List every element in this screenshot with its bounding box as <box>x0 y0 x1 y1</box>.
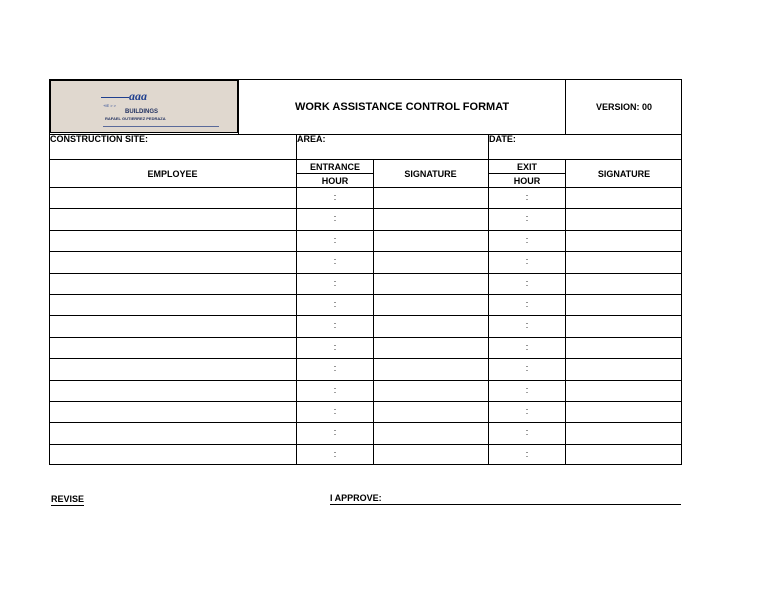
entrance-hour-cell[interactable]: : <box>333 363 337 373</box>
table-row[interactable] <box>49 230 682 251</box>
exit-hour-header: HOUR <box>513 175 541 186</box>
company-logo <box>50 80 238 133</box>
table-row[interactable] <box>49 444 682 465</box>
entrance-header: ENTRANCE <box>309 161 360 172</box>
table-row[interactable] <box>49 337 682 358</box>
entrance-hour-cell[interactable]: : <box>333 385 337 395</box>
table-row[interactable] <box>49 273 682 294</box>
info-divider <box>296 134 297 160</box>
hour-sub-line <box>296 173 373 174</box>
table-row[interactable] <box>49 358 682 379</box>
version-label: VERSION: 00 <box>595 101 653 112</box>
form-title: WORK ASSISTANCE CONTROL FORMAT <box>294 100 510 113</box>
table-row[interactable] <box>49 380 682 401</box>
info-divider <box>488 134 489 160</box>
entrance-hour-cell[interactable]: : <box>333 449 337 459</box>
entrance-hour-cell[interactable]: : <box>333 213 337 223</box>
table-row[interactable] <box>49 187 682 208</box>
entrance-hour-cell[interactable]: : <box>333 320 337 330</box>
table-row[interactable] <box>49 315 682 336</box>
entrance-hour-cell[interactable]: : <box>333 192 337 202</box>
exit-hour-cell[interactable]: : <box>525 449 529 459</box>
hour-sub-line <box>488 173 565 174</box>
exit-hour-cell[interactable]: : <box>525 256 529 266</box>
exit-hour-cell[interactable]: : <box>525 427 529 437</box>
signature-header-2: SIGNATURE <box>597 168 651 179</box>
exit-hour-cell[interactable]: : <box>525 406 529 416</box>
table-row[interactable] <box>49 251 682 272</box>
date-label: DATE: <box>489 134 516 144</box>
exit-hour-cell[interactable]: : <box>525 342 529 352</box>
exit-hour-cell[interactable]: : <box>525 192 529 202</box>
construction-site-label: CONSTRUCTION SITE: <box>50 134 148 144</box>
exit-hour-cell[interactable]: : <box>525 363 529 373</box>
table-row[interactable] <box>49 422 682 443</box>
employee-header: EMPLOYEE <box>147 168 198 179</box>
logo-line <box>101 97 129 98</box>
area-label: AREA: <box>297 134 326 144</box>
entrance-hour-cell[interactable]: : <box>333 278 337 288</box>
entrance-hour-cell[interactable]: : <box>333 342 337 352</box>
revise-label: REVISE <box>51 494 85 504</box>
entrance-hour-cell[interactable]: : <box>333 406 337 416</box>
table-row[interactable] <box>49 401 682 422</box>
table-row[interactable] <box>49 208 682 229</box>
entrance-hour-header: HOUR <box>321 175 349 186</box>
logo-text: aaa <box>129 89 147 103</box>
logo-owner: RAFAEL GUTIERREZ PEDRAZA <box>105 116 166 121</box>
exit-header: EXIT <box>516 161 537 172</box>
exit-hour-cell[interactable]: : <box>525 299 529 309</box>
signature-header-1: SIGNATURE <box>404 168 457 179</box>
entrance-hour-cell[interactable]: : <box>333 299 337 309</box>
exit-hour-cell[interactable]: : <box>525 235 529 245</box>
entrance-hour-cell[interactable]: : <box>333 427 337 437</box>
exit-hour-cell[interactable]: : <box>525 320 529 330</box>
approve-signature-line[interactable] <box>330 504 681 505</box>
exit-hour-cell[interactable]: : <box>525 385 529 395</box>
logo-company: BUILDINGS <box>125 109 158 115</box>
exit-hour-cell[interactable]: : <box>525 213 529 223</box>
entrance-hour-cell[interactable]: : <box>333 235 337 245</box>
logo-small-text: +IE > > <box>103 103 117 108</box>
table-row[interactable] <box>49 294 682 315</box>
entrance-hour-cell[interactable]: : <box>333 256 337 266</box>
exit-hour-cell[interactable]: : <box>525 278 529 288</box>
logo-rule <box>103 126 219 127</box>
approve-label: I APPROVE: <box>330 493 382 503</box>
